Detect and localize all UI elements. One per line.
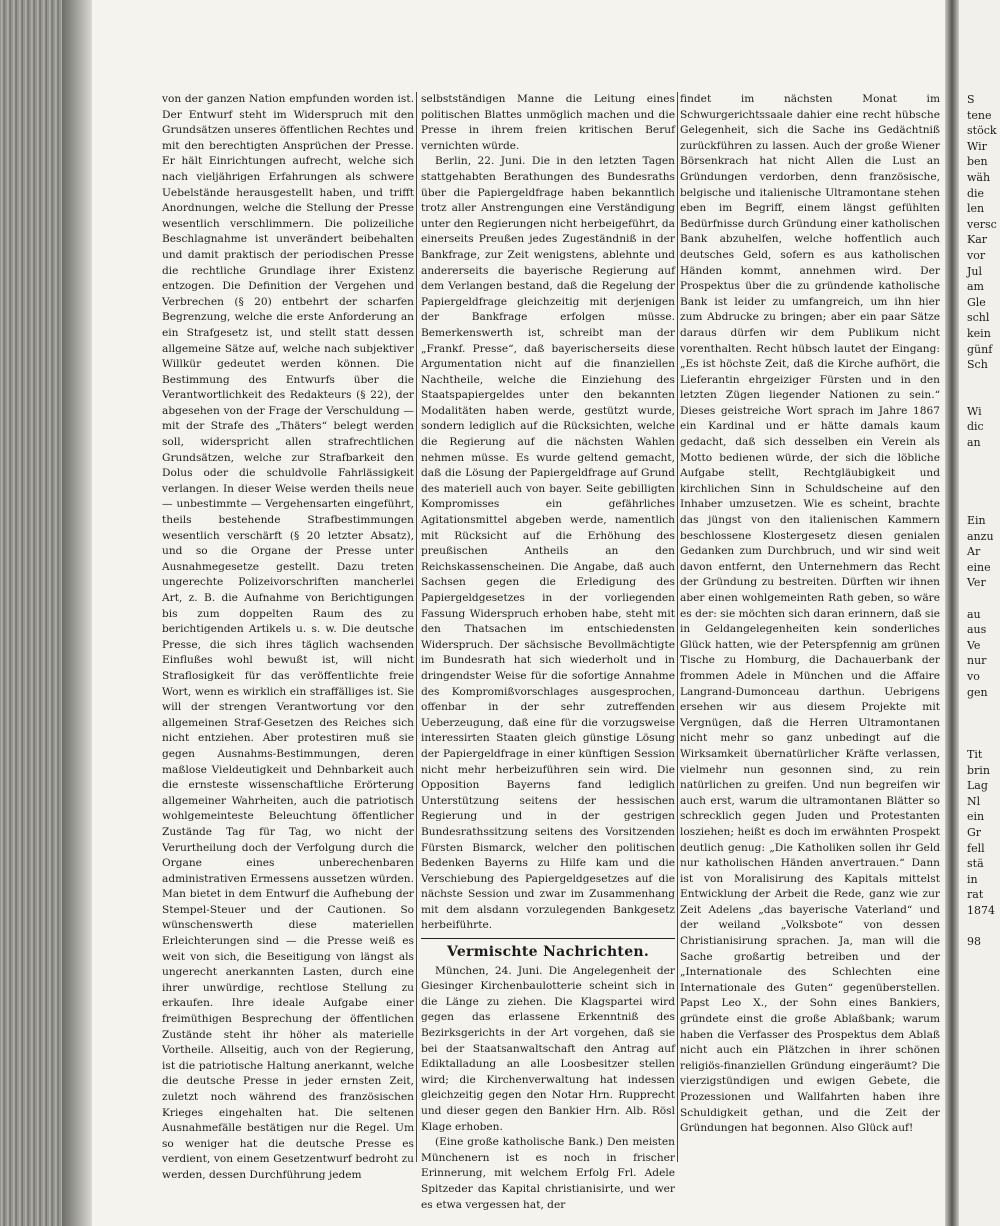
next-page-fragment: Gr [967, 825, 982, 839]
next-page-fragment: ein [967, 810, 985, 824]
column2-paragraph-katholische-bank: (Eine große katholische Bank.) Den meisten Münchenern ist es noch in frischer Erinnerung, mit welchem Erfolg Frl. Adele Spitzeder das Kapital christianisirte, und wer es etwa vergessen hat, der [421, 1136, 675, 1211]
next-page-fragment: Ein [967, 514, 986, 528]
next-page-fragment: Jul [967, 264, 983, 278]
next-page-fragment: kein [967, 326, 991, 340]
next-page-fragment: Lag [967, 779, 988, 793]
column-2 [421, 92, 675, 1211]
next-page-fragment: Tit [967, 747, 983, 761]
binding-shadow [62, 0, 92, 1226]
book-spine-edge [0, 0, 62, 1226]
column2-paragraph-muenchen: München, 24. Juni. Die Angelegenheit der Giesinger Kirchenbaulotterie scheint sich in die Länge zu ziehen. Die Klagspartei wird gegen das erlassene Erkenntniß des Bezirksgerichts in der Art vorgehen, daß sie bei der Staatsanwaltschaft den Antrag auf Ediktalladung an alle Loosbesitzer stellen wird; die Kirchenverwaltung hat indessen gleichzeitig gegen den Notar Hrn. Rupprecht und dieser gegen den Bankier Hrn. Alb. Rösl Klage erhoben. [421, 964, 675, 1133]
column-rule-2 [677, 92, 678, 1162]
next-page-fragment: an [967, 436, 981, 450]
next-page-fragment [967, 591, 997, 607]
next-page-edge [959, 0, 1000, 1226]
next-page-fragment [967, 466, 997, 482]
next-page-fragment: Sch [967, 358, 988, 372]
column2-paragraph-1: selbstständigen Manne die Leitung eines politischen Blattes unmöglich machen und die Presse in ihrem freien kritischen Beruf vernichten würde. [421, 93, 675, 152]
next-page-fragment: Ve [967, 638, 981, 652]
next-page-fragment: wäh [967, 170, 991, 184]
next-page-fragment: die [967, 186, 985, 200]
next-page-fragment: len [967, 202, 985, 216]
next-page-fragment [967, 451, 997, 467]
section-divider [421, 938, 675, 939]
next-page-fragment [967, 700, 997, 716]
next-page-fragment: günf [967, 342, 993, 356]
next-page-fragment: Wir [967, 139, 987, 153]
next-page-fragment [967, 482, 997, 498]
next-page-fragment: Wi [967, 404, 982, 418]
section-title-vermischte-nachrichten: Vermischte Nachrichten. [446, 944, 650, 961]
column2-paragraph-berlin: Berlin, 22. Juni. Die in den letzten Tagen stattgehabten Berathungen des Bundesraths über die Papiergeldfrage haben bekanntlich trotz aller Anstrengungen eine Verständigung unter den Regierungen nicht herbeigeführt, da einerseits Preußen jedes Zugeständniß in der Bankfrage, zur Zeit wenigstens, ablehnte und andererseits die bayerische Regierung auf dem Verlangen bestand, daß die Regelung der Papiergeldfrage gleichzeitig mit derjenigen der Bankfrage erfolgen müsse. Bemerkenswerth ist, schreibt man der „Frankf. Presse“, daß bayerischerseits diese Argumentation nicht auf die finanziellen Nachtheile, welche die Einziehung des Staatspapiergeldes unter den bekannten Modalitäten haben werde, gestützt wurde, sondern lediglich auf die Rücksichten, welche die Regierung auf die nächsten Wahlen nehmen müsse. Es wurde geltend gemacht, daß die Lösung der Papiergeldfrage auf Grund des materiell auch von bayer. Seite gebilligten Kompromisses ein gefährliches Agitationsmittel abgeben werde, namentlich mit Rücksicht auf die Erhöhung des preußischen Antheils an den Reichskassenscheinen. Die Angabe, daß auch Sachsen gegen die Erledigung des Papiergeldgesetzes in der vorliegenden Fassung Widerspruch erhoben habe, steht mit den Thatsachen im entschiedensten Widerspruch. Der sächsische Bevollmächtigte im Bundesrath hat sich wiederholt und in dringendster Weise für die sofortige Annahme des Kompromißvorschlages ausgesprochen, offenbar in der sehr zutreffenden Ueberzeugung, daß eine für die vorzugsweise interessirten Staaten gleich günstige Lösung der Papiergeldfrage in einer künftigen Session nicht mehr herbeizuführen sein wird. Die Opposition Bayerns fand lediglich Unterstützung seitens der hessischen Regierung und in der gestrigen Bundesrathssitzung seitens des Vorsitzenden Fürsten Bismarck, welcher den politischen Bedenken Bayerns zu Hilfe kam und die Verschiebung des Papiergeldgesetzes auf die nächste Session und zwar im Zusammenhang mit dem alsdann vorzulegenden Bankgesetz herbeiführte. [421, 155, 675, 932]
next-page-fragment: gen [967, 685, 988, 699]
next-page-fragment: in [967, 872, 978, 886]
next-page-fragment [967, 388, 997, 404]
next-page-fragment: vo [967, 669, 980, 683]
next-page-fragment [967, 918, 997, 934]
next-page-fragment: brin [967, 763, 990, 777]
next-page-fragment: stöck [967, 124, 997, 138]
next-page-fragment: rat [967, 888, 984, 902]
next-page-fragment: Gle [967, 295, 986, 309]
next-page-fragment [967, 497, 997, 513]
next-page-fragment: dic [967, 420, 984, 434]
next-page-fragment: Kar [967, 233, 988, 247]
next-page-fragment: S [967, 93, 975, 106]
next-page-fragment: au [967, 607, 981, 621]
next-page-fragment: Ver [967, 576, 986, 590]
next-page-fragment: vor [967, 248, 986, 262]
column-3 [680, 92, 940, 1172]
next-page-fragment: eine [967, 560, 991, 574]
next-page-fragment: fell [967, 841, 985, 855]
next-page-text-fragments [967, 92, 997, 950]
next-page-fragment: Ar [967, 545, 981, 559]
page-gutter [945, 0, 959, 1226]
column-1 [162, 92, 414, 1181]
next-page-fragment: stä [967, 857, 984, 871]
column1-paragraph: von der ganzen Nation empfunden worden ist. Der Entwurf steht im Widerspruch mit den Grundsätzen unseres öffentlichen Rechtes und mit den berechtigten Ansprüchen der Presse. Er hält Einrichtungen aufrecht, welche sich nach vieljährigen Erfahrungen als schwere Uebelstände herausgestellt haben, und trifft Anordnungen, welche die Stellung der Presse wesentlich verschlimmern. Die polizeiliche Beschlagnahme ist unverändert beibehalten und damit praktisch der periodischen Presse die rechtliche Grundlage ihrer Existenz entzogen. Die Definition der Vergehen und Verbrechen (§ 20) entbehrt der scharfen Begrenzung, welche die erste Anforderung an ein Strafgesetz ist, und stellt statt dessen allgemeine Sätze auf, welche nach subjektiver Willkür gedeutet werden können. Die Bestimmung des Entwurfs über die Verantwortlichkeit des Redakteurs (§ 22), der abgesehen von der Frage der Verschuldung — mit der Strafe des „Thäters“ belegt werden soll, widerspricht allen strafrechtlichen Grundsätzen, welche zur Strafbarkeit den Dolus oder die schuldvolle Fahrlässigkeit verlangen. In dieser Weise werden theils neue — unbestimmte — Vergehensarten eingeführt, theils bestehende Strafbestimmungen wesentlich verschärft (§ 20 letzter Absatz), und so die Organe der Presse unter Ausnahmegesetze gestellt. Dazu treten ungerechte Polizeivorschriften mancherlei Art, z. B. die Aufnahme von Berichtigungen bis zum doppelten Raum des zu berichtigenden Artikels u. s. w. Die deutsche Presse, die sich ihres täglich wachsenden Einflußes wohl bewußt ist, will nicht Straflosigkeit für das veröffentlichte freie Wort, wenn es wirklich ein straffälliges ist. Sie will der strengen Verantwortung vor den allgemeinen Straf-Gesetzen des Reiches sich nicht entziehen. Aber protestiren muß sie gegen Ausnahms-Bestimmungen, deren maßlose Vieldeutigkeit und Dehnbarkeit auch die ernsteste wissenschaftliche Erörterung allgemeiner Wahrheiten, auch die patriotisch wohlgemeinteste Beleuchtung öffentlicher Zustände Tag für Tag, wo nicht der Verurtheilung doch der Verfolgung durch die Organe eines unberechenbaren administrativen Ermessens aussetzen würden. Man bietet in dem Entwurf die Aufhebung der Stempel-Steuer und der Cautionen. So wünschenswerth diese materiellen Erleichterungen sind — die Presse weiß es weit von sich, die Beseitigung von längst als ungerecht anerkannten Lasten, durch eine ihrer unwürdige, rechtlose Stellung zu erkaufen. Ihre ideale Aufgabe einer freimüthigen Besprechung der öffentlichen Zustände steht ihr höher als materielle Vortheile. Allseitig, auch von der Regierung, ist die patriotische Haltung anerkannt, welche die deutsche Presse in jeder ernsten Zeit, zuletzt noch während des französischen Krieges eingehalten hat. Die seltenen Ausnahmefälle bestätigen nur die Regel. Um so weniger hat die deutsche Presse es verdient, von einem Gesetzentwurf bedroht zu werden, dessen Durchführung jedem [162, 93, 414, 1181]
next-page-fragment: aus [967, 623, 987, 637]
column-rule-1 [416, 92, 417, 1162]
column3-paragraph: findet im nächsten Monat im Schwurgerichtssaale dahier eine recht hübsche Gelegenheit, sich die Sache ins Gedächtniß zurückführen zu lassen. Auch der große Wiener Börsenkrach hat nicht Allen die Lust an Gründungen verdorben, denn französische, belgische und italienische Ultramontane stehen eben im Begriff, einem längst gefühlten Bedürfnisse durch Gründung einer katholischen Bank abzuhelfen, welche hoffentlich auch deutsches Geld, sofern es aus katholischen Händen kommt, annehmen wird. Der Prospektus über die zu gründende katholische Bank ist leider zu umfangreich, um ihn hier zum Abdrucke zu bringen; aber ein paar Sätze daraus dürfen wir dem Publikum nicht vorenthalten. Recht hübsch lautet der Eingang: „Es ist höchste Zeit, daß die Kirche aufhört, die Lieferantin ehrgeiziger Fürsten und in den letzten Zügen liegender Nationen zu sein.“ Dieses geistreiche Wort sprach im Jahre 1867 ein Kardinal und er hätte damals kaum gedacht, daß sich desselben ein Verein als Motto bedienen würde, der sich die löbliche Aufgabe stellt, Rechtgläubigkeit und kirchlichen Sinn in Schuldscheine auf den Inhaber umzusetzen. Wie es scheint, brachte das jüngst von den italienischen Kammern beschlossene Klostergesetz diesen genialen Gedanken zum Durchbruch, und wir sind weit davon entfernt, den Unternehmern das Recht der Gründung zu bestreiten. Dürften wir ihnen aber einen wohlgemeinten Rath geben, so wäre es der: sie möchten sich daran erinnern, daß sie in Geldangelegenheiten kein sonderliches Glück hatten, wie der Peterspfennig am grünen Tische zu Homburg, die Dachauerbank der frommen Adele in München und die Affaire Langrand-Dumonceau darthun. Uebrigens ersehen wir aus diesem Projekte mit Vergnügen, daß die Herren Ultramontanen nicht mehr so ganz unbedingt auf die Wirksamkeit übernatürlicher Kräfte verlassen, vielmehr nun gesonnen sind, zu rein natürlichen zu greifen. Und nun begreifen wir auch erst, warum die ultramontanen Blätter so schrecklich gegen Juden und Protestanten losziehen; heißt es doch im erwähnten Prospekt deutlich genug: „Die Katholiken sollen ihr Geld nur katholischen Händen anvertrauen.“ Dann ist von Moralisirung des Kapitals mittelst Entwicklung der Arbeit die Rede, ganz wie zur Zeit Adelens „das bayerische Vaterland“ und der weiland „Volksbote“ von dessen Christianisirung sprachen. Ja, man will die Sache großartig betreiben und der „Internationale des Schlechten eine Internationale des Guten“ gegenüberstellen. Papst Leo X., der Sohn eines Bankiers, gründete einst die große Ablaßbank; warum haben die Verfasser des Prospektus dem Ablaß nicht auch ein Plätzchen in ihrer schönen religiös-finanziellen Gründung eingeräumt? Die vierzigstündigen und ewigen Gebete, die Prozessionen und Wallfahrten haben ihre Schuldigkeit gethan, und die Zeit der Gründungen hat begonnen. Also Glück auf! [680, 93, 940, 1135]
next-page-fragment: nur [967, 654, 987, 668]
next-page-fragment: 98 [967, 935, 981, 949]
next-page-fragment: Nl [967, 794, 981, 808]
next-page-fragment: versc [967, 217, 997, 231]
next-page-fragment [967, 731, 997, 747]
next-page-fragment: am [967, 280, 984, 294]
next-page-fragment: 1874 [967, 903, 995, 917]
next-page-fragment: tene [967, 108, 992, 122]
next-page-fragment: anzu [967, 529, 994, 543]
next-page-fragment: ben [967, 155, 988, 169]
next-page-fragment: schl [967, 311, 990, 325]
next-page-fragment [967, 716, 997, 732]
next-page-fragment [967, 373, 997, 389]
